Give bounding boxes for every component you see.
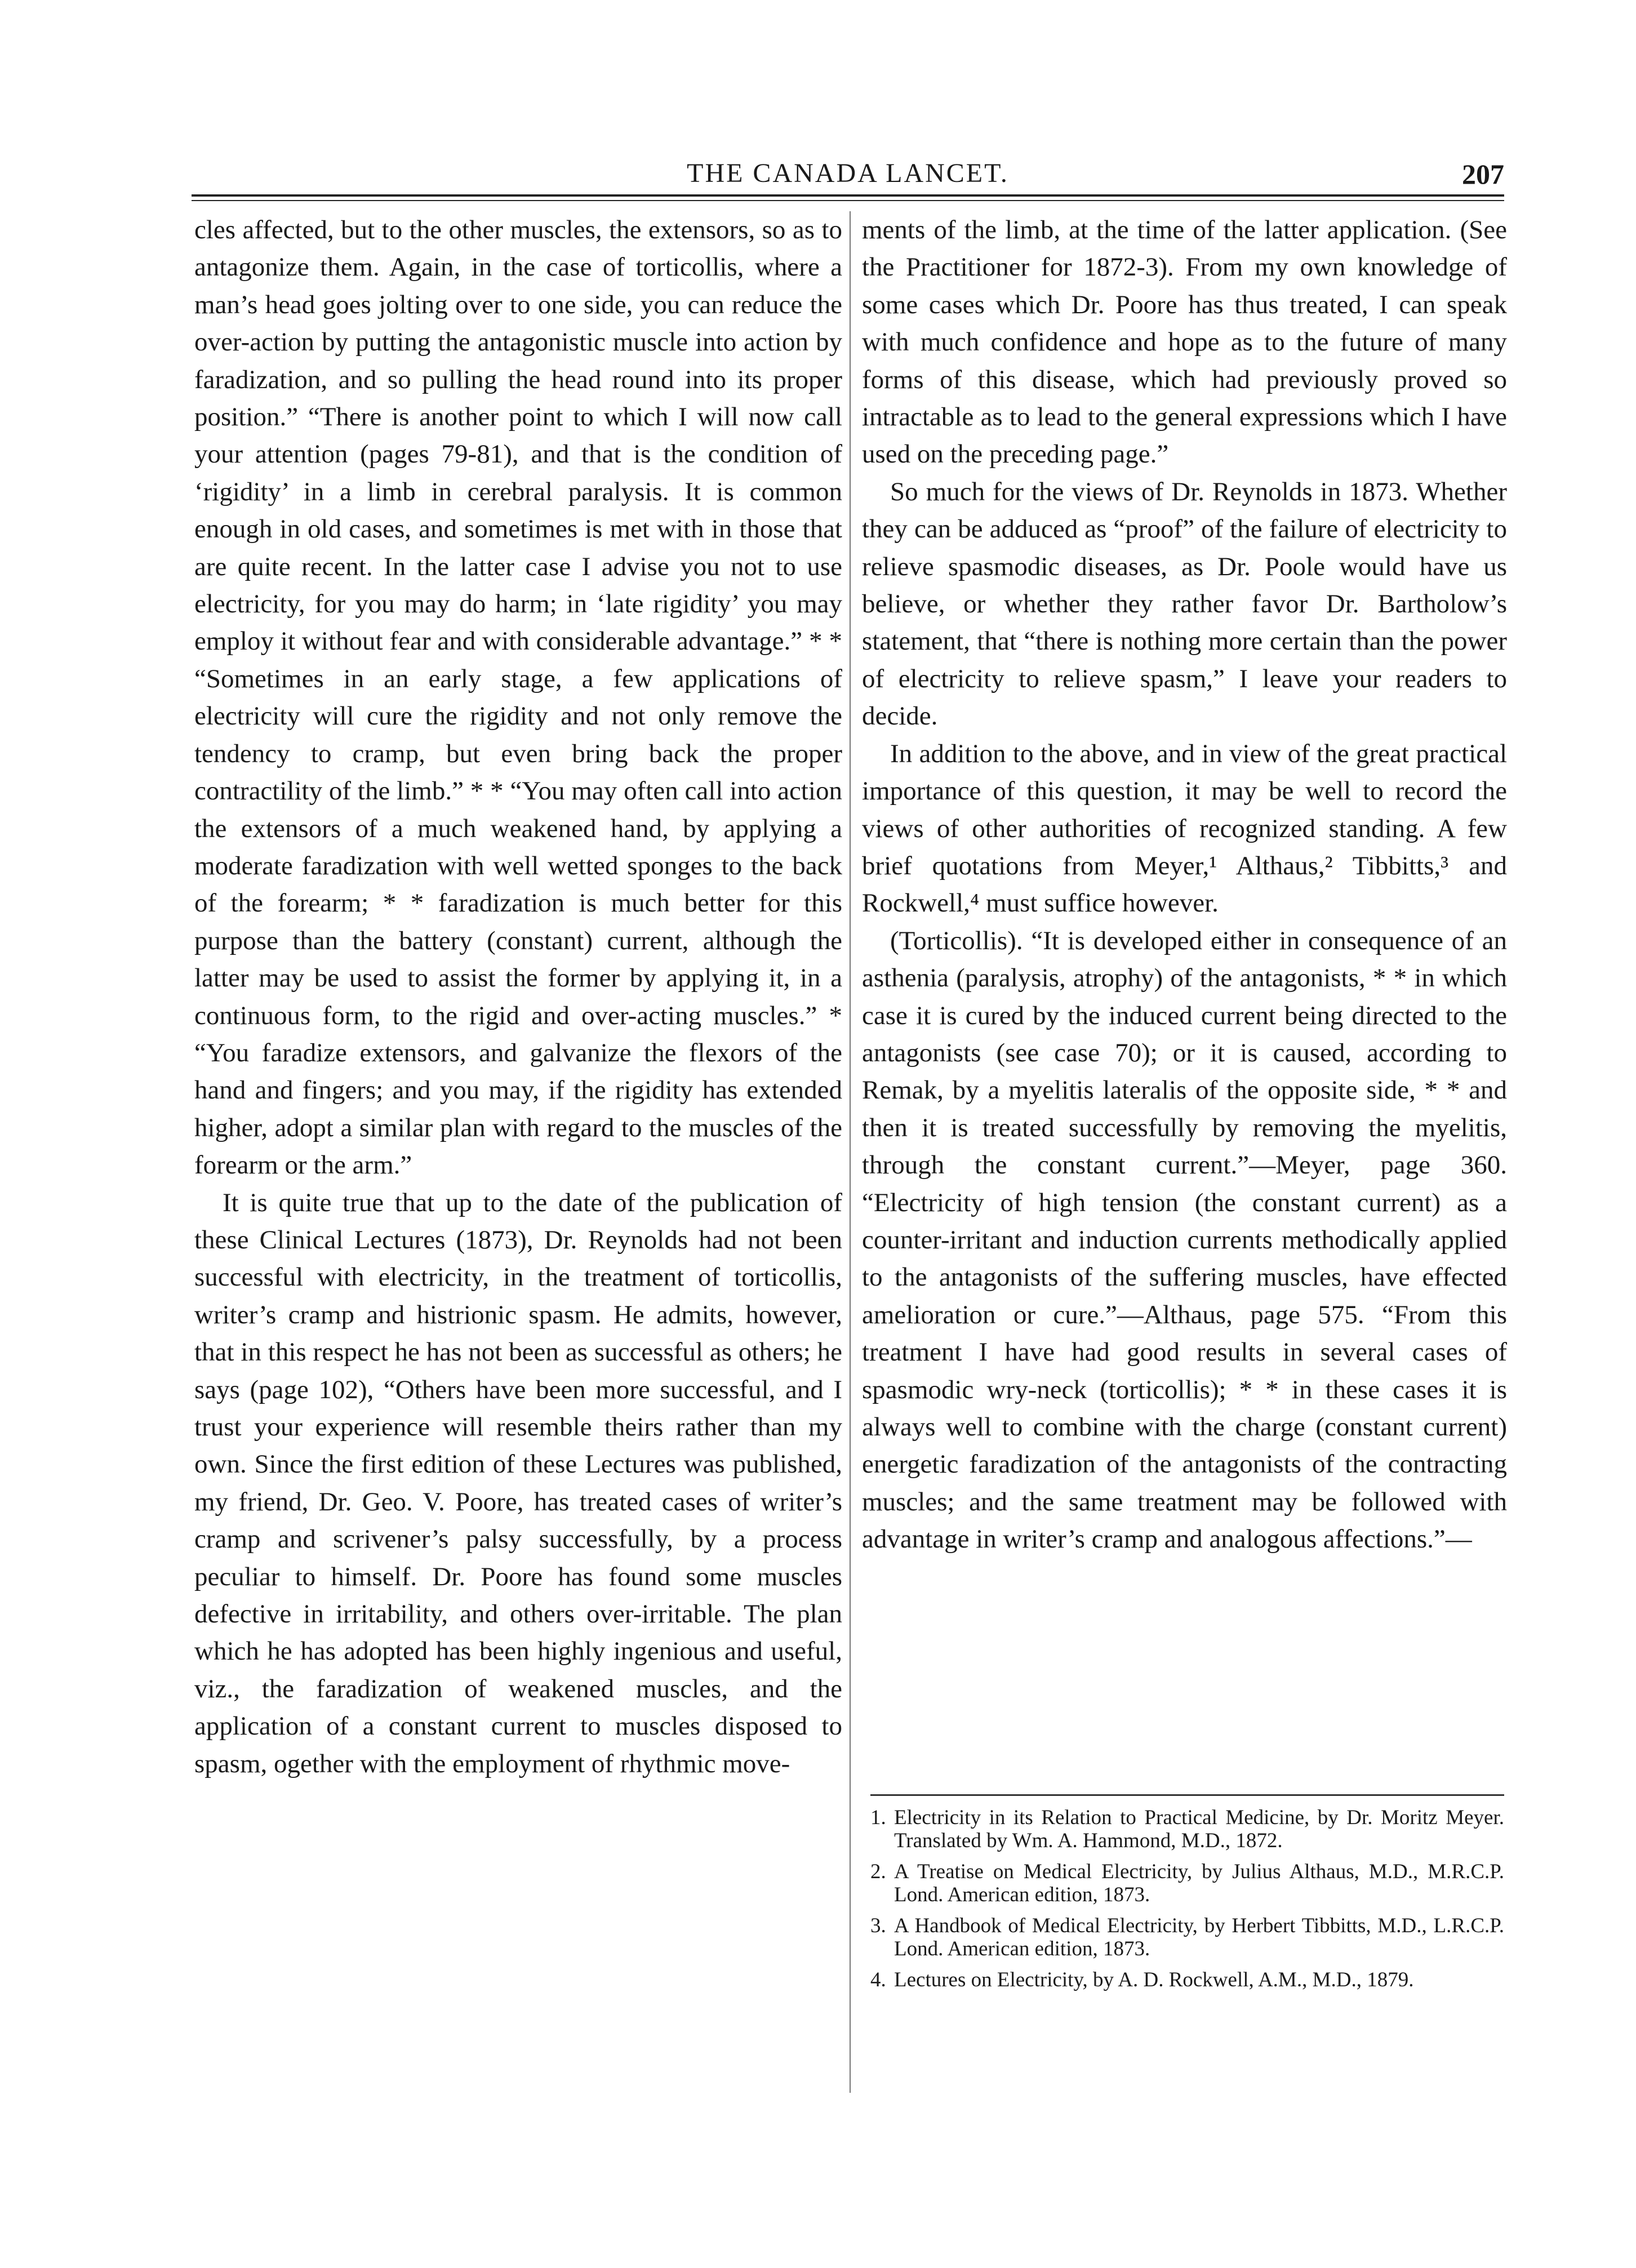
left-column <box>194 211 842 1782</box>
footnote-number: 3. <box>870 1914 886 1937</box>
footnote-text: Electricity in its Relation to Practical Medicine, by Dr. Moritz Meyer. Translated by Wm. A. Hammond, M.D., 1872. <box>894 1806 1504 1852</box>
footnote-number: 1. <box>870 1806 886 1829</box>
header-rule <box>192 194 1504 197</box>
paragraph: It is quite true that up to the date of the publication of these Clinical Lectures (1873), Dr. Reynolds had not been successful with electricity, in the treatment of torticollis, writer’s cramp and histrionic spasm. He admits, however, that in this respect he has not been as successful as others; he says (page 102), “Others have been more successful, and I trust your experience will resemble theirs rather than my own. Since the first edition of these Lectures was published, my friend, Dr. Geo. V. Poore, has treated cases of writer’s cramp and scrivener’s palsy successfully, by a process peculiar to himself. Dr. Poore has found some muscles defective in irritability, and others over-irritable. The plan which he has adopted has been highly ingenious and useful, viz., the faradization of weakened muscles, and the application of a constant current to muscles disposed to spasm, ogether with the employment of rhythmic move- <box>194 1188 842 1778</box>
page-header <box>192 158 1504 197</box>
footnote-number: 2. <box>870 1860 886 1883</box>
column-divider <box>850 211 851 2093</box>
footnotes <box>870 1794 1504 1999</box>
paragraph: So much for the views of Dr. Reynolds in 1873. Whether they can be adduced as “proof” of the failure of electricity to relieve spasmodic diseases, as Dr. Poole would have us believe, or whether they rather favor Dr. Bartholow’s statement, that “there is nothing more certain than the power of electricity to relieve spasm,” I leave your readers to decide. <box>862 477 1507 731</box>
paragraph: ments of the limb, at the time of the latter application. (See the Practitioner for 1872-3). From my own knowledge of some cases which Dr. Poore has thus treated, I can speak with much confidence and hope as to the future of many forms of this disease, which had previously proved so intractable as to lead to the general expressions which I have used on the preceding page.” <box>862 215 1507 469</box>
page-number: 207 <box>1462 158 1504 190</box>
paragraph: cles affected, but to the other muscles, the extensors, so as to antagonize them. Again, in the case of torticollis, where a man’s head goes jolting over to one side, you can reduce the over-action by putting the antagonistic muscle into action by faradization, and so pulling the head round into its proper position.” “There is another point to which I will now call your attention (pages 79-81), and that is the condition of ‘rigidity’ in a limb in cerebral paralysis. It is common enough in old cases, and sometimes is met with in those that are quite recent. In the latter case I advise you not to use electricity, for you may do harm; in ‘late rigidity’ you may employ it without fear and with considerable advantage.” * * “Sometimes in an early stage, a few applications of electricity will cure the rigidity and not only remove the tendency to cramp, but even bring back the proper contractility of the limb.” * * “You may often call into action the extensors of a much weakened hand, by applying a moderate faradization with well wetted sponges to the back of the forearm; * * faradization is much better for this purpose than the battery (constant) current, although the latter may be used to assist the former by applying it, in a continuous form, to the rigid and over-acting muscles.” * “You faradize extensors, and galvanize the flexors of the hand and fingers; and you may, if the rigidity has extended higher, adopt a similar plan with regard to the muscles of the forearm or the arm.” <box>194 215 842 1180</box>
footnote <box>870 1806 1504 1852</box>
footnote-text: A Handbook of Medical Electricity, by Herbert Tibbitts, M.D., L.R.C.P. Lond. American edition, 1873. <box>894 1914 1504 1960</box>
right-column <box>862 211 1507 1558</box>
paragraph: (Torticollis). “It is developed either in consequence of an asthenia (paralysis, atrophy) of the antagonists, * * in which case it is cured by the induced current being directed to the antagonists (see case 70); or it is caused, according to Remak, by a myelitis lateralis of the opposite side, * * and then it is treated successfully by removing the myelitis, through the constant current.”—Meyer, page 360. “Electricity of high tension (the constant current) as a counter-irritant and induction currents methodically applied to the antagonists of the suffering muscles, have effected amelioration or cure.”—Althaus, page 575. “From this treatment I have had good results in several cases of spasmodic wry-neck (torticollis); * * in these cases it is always well to combine with the charge (constant current) energetic faradization of the antagonists of the contracting muscles; and the same treatment may be followed with advantage in writer’s cramp and analogous affections.”— <box>862 926 1507 1554</box>
running-title: THE CANADA LANCET. <box>687 158 1009 188</box>
footnote <box>870 1968 1504 1991</box>
footnote-rule <box>870 1794 1504 1796</box>
footnote-text: A Treatise on Medical Electricity, by Julius Althaus, M.D., M.R.C.P. Lond. American edition, 1873. <box>894 1860 1504 1906</box>
footnote-text: Lectures on Electricity, by A. D. Rockwell, A.M., M.D., 1879. <box>894 1968 1414 1991</box>
header-rule-thin <box>192 200 1504 201</box>
footnote-number: 4. <box>870 1968 886 1991</box>
footnote <box>870 1914 1504 1960</box>
paragraph: In addition to the above, and in view of the great practical importance of this question, it may be well to record the views of other authorities of recognized standing. A few brief quotations from Meyer,¹ Althaus,² Tibbitts,³ and Rockwell,⁴ must suffice however. <box>862 739 1507 918</box>
footnote <box>870 1860 1504 1906</box>
